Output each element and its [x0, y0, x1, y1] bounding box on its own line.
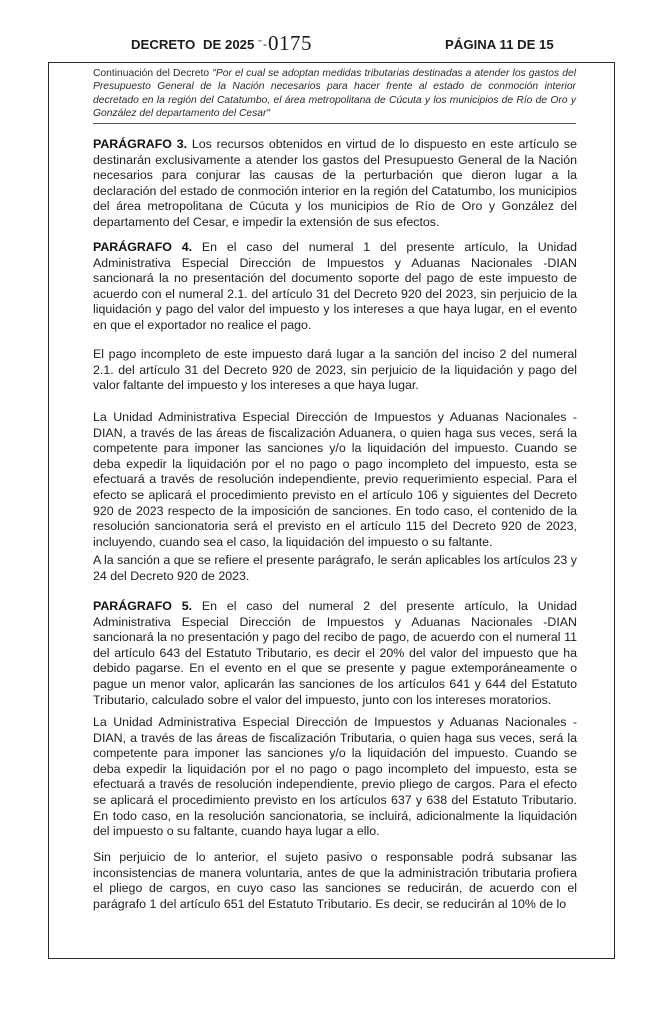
paragraph [93, 715, 577, 840]
continuation-note [93, 67, 576, 121]
paragraph-text: A la sanción a que se refiere el presente parágrafo, le serán aplicables los artículos 23 y 24 del Decreto 920 de 2023. [93, 553, 577, 583]
paragrafo-5 [93, 599, 577, 708]
decree-number: 0175 [268, 31, 312, 55]
paragrafo-4 [93, 240, 577, 334]
paragrafo-3 [93, 137, 577, 231]
paragraph-text: La Unidad Administrativa Especial Dirección de Impuestos y Aduanas Nacionales - DIAN, a través de las áreas de fiscalización Tributaria, o quien haga sus veces, será la competente para imponer las sanciones y/o la liquidación del impuesto. Cuando se deba expedir la liquidación por el no pago o pago incompleto del impuesto, esta se efectuará a través de resolución independiente, previo pliego de cargos. Para el efecto se aplicará el procedimiento previsto en los artículos 637 y 638 del Estatuto Tributario. En todo caso, en la resolución sancionatoria, se incluirá, adicionalmente la liquidación del impuesto o su faltante, cuando haya lugar a ello. [93, 715, 577, 839]
paragraph [93, 410, 577, 550]
paragraph-text: Sin perjuicio de lo anterior, el sujeto pasivo o responsable podrá subsanar las inconsistencias de manera voluntaria, antes de que la administración tributaria profiera el pliego de cargos, en cuyo caso las sanciones se reducirán, de acuerdo con el parágrafo 1 del artículo 651 del Estatuto Tributario. Es decir, se reducirán al 10% de lo [93, 850, 577, 911]
decree-label: DECRETO [131, 37, 196, 52]
decree-number-stamp [258, 31, 312, 56]
decree-title: "Por el cual se adoptan medidas tributarias destinadas a atender los gastos del Presupuesto General de la Nación necesarios para hacer frente al estado de conmoción interior decretado en la región del Catatumbo, el área metropolitana de Cúcuta y los municipios de Río de Oro y González del departamento del Cesar" [93, 68, 576, 120]
paragraph [93, 850, 577, 912]
page-header [0, 31, 667, 59]
paragraph [93, 347, 577, 394]
continuation-prefix: Continuación del Decreto [93, 68, 213, 79]
paragraph [93, 553, 577, 584]
paragraph-text: En el caso del numeral 1 del presente artículo, la Unidad Administrativa Especial Dirección de Impuestos y Aduanas Nacionales -DIAN sancionará la no presentación del documento soporte del pago de este impuesto de acuerdo con el numeral 2.1. del artículo 31 del Decreto 920 del 2023, sin perjuicio de la liquidación y pago del valor del impuesto y los intereses a que haya lugar, en el evento en que el exportador no realice el pago. [93, 240, 577, 332]
intro-divider [93, 123, 576, 124]
paragraph-text: El pago incompleto de este impuesto dará lugar a la sanción del inciso 2 del numeral 2.1. del artículo 31 del Decreto 920 de 2023, sin perjuicio de la liquidación y pago del valor faltante del impuesto y los intereses a que haya lugar. [93, 347, 577, 393]
page-number: PÁGINA 11 DE 15 [445, 37, 554, 52]
paragraph-label: PARÁGRAFO 5. [93, 599, 193, 613]
paragraph-text: Los recursos obtenidos en virtud de lo dispuesto en este artículo se destinarán exclusivamente a atender los gastos del Presupuesto General de la Nación necesarios para conjurar las causas de la perturbación que dieron lugar a la declaración del estado de conmoción interior en la región del Catatumbo, los municipios del área metropolitana de Cúcuta y los municipios de Río de Oro y González del departamento del Cesar, e impedir la extensión de sus efectos. [93, 137, 577, 229]
paragraph-label: PARÁGRAFO 4. [93, 240, 193, 254]
stamp-marks: ˘- [258, 37, 268, 51]
decree-year: DE 2025 [203, 37, 255, 52]
paragraph-text: En el caso del numeral 2 del presente artículo, la Unidad Administrativa Especial Dirección de Impuestos y Aduanas Nacionales -DIAN sancionará la no presentación y pago del recibo de pago, de acuerdo con el numeral 11 del artículo 643 del Estatuto Tributario, es decir el 20% del valor del impuesto que ha debido pagarse. En el evento en el que se presente y pague extemporáneamente o pague un menor valor, aplicarán las sanciones de los artículos 641 y 644 del Estatuto Tributario, calculado sobre el valor del impuesto, junto con los intereses moratorios. [93, 599, 577, 707]
paragraph-text: La Unidad Administrativa Especial Dirección de Impuestos y Aduanas Nacionales - DIAN, a través de las áreas de fiscalización Aduanera, o quien haga sus veces, será la competente para imponer las sanciones y/o la liquidación del impuesto. Cuando se deba expedir la liquidación por el no pago o pago incompleto del impuesto, esta se efectuará a través de resolución independiente, previo requerimiento especial. Para el efecto se aplicará el procedimiento previsto en el artículo 106 y siguientes del Decreto 920 de 2023 respecto de la imposición de sanciones. En todo caso, el contenido de la resolución sancionatoria será el previsto en el artículo 115 del Decreto 920 de 2023, incluyendo, cuando sea el caso, la liquidación del impuesto o su faltante. [93, 410, 577, 549]
paragraph-label: PARÁGRAFO 3. [93, 137, 188, 151]
